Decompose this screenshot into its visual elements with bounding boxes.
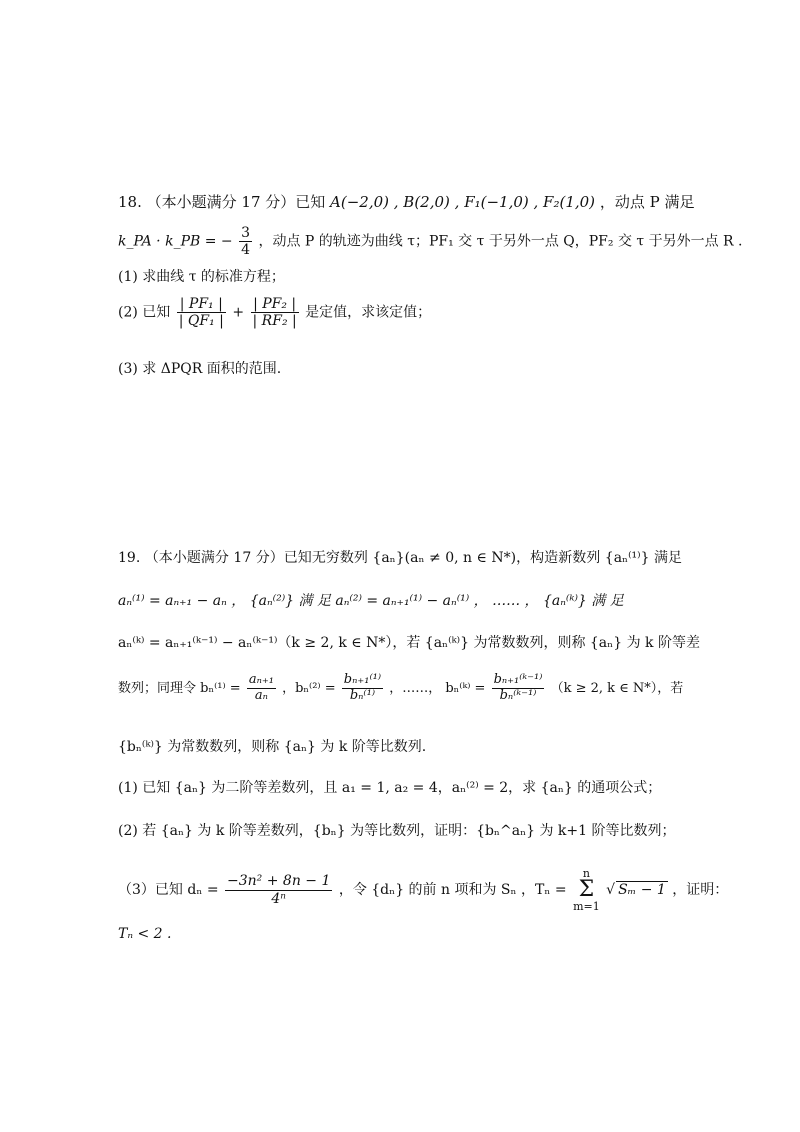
- q18-part2-suffix: 是定值，求该定值；: [305, 304, 432, 321]
- q18-part2-f1-den: | QF₁ |: [178, 313, 224, 330]
- sqrt-icon: √: [606, 882, 616, 898]
- q19-line4-f1-num: aₙ₊₁: [248, 672, 274, 687]
- q19-line1-text: 19. （本小题满分 17 分）已知无穷数列 {aₙ}(aₙ ≠ 0, n ∈ N*)，构造新数列 {aₙ⁽¹⁾} 满足: [118, 550, 682, 566]
- q19-part2: [118, 820, 682, 840]
- q18-part3: [118, 358, 682, 378]
- q19-part3-a: （3）已知 dₙ =: [118, 882, 219, 898]
- q19-sum-top: n: [582, 867, 590, 880]
- q19-line4-f2-num: bₙ₊₁⁽¹⁾: [343, 672, 382, 687]
- q19-line4: [118, 673, 682, 704]
- q19-line4-f2-den: bₙ⁽¹⁾: [349, 687, 376, 703]
- q19-part3-b: ，令 {dₙ} 的前 n 项和为 Sₙ ，Tₙ =: [338, 882, 567, 898]
- q19-line4-f3-den: bₙ⁽ᵏ⁻¹⁾: [499, 687, 537, 703]
- q19-part3-c: ，证明：: [672, 882, 729, 898]
- q19-part1-text: (1) 已知 {aₙ} 为二阶等差数列，且 a₁ = 1, a₂ = 4，aₙ⁽²⁾ = 2，求 {aₙ} 的通项公式；: [118, 780, 662, 796]
- q18-part3-text: (3) 求 ΔPQR 面积的范围.: [118, 361, 282, 377]
- q19-part3-num: −3n² + 8n − 1: [227, 873, 331, 890]
- q18-part1-text: (1) 求曲线 τ 的标准方程；: [118, 269, 285, 285]
- q19-line3-text: aₙ⁽ᵏ⁾ = aₙ₊₁⁽ᵏ⁻¹⁾ − aₙ⁽ᵏ⁻¹⁾（k ≥ 2, k ∈ N*），若 {aₙ⁽ᵏ⁾} 为常数数列，则称 {aₙ} 为 k 阶等差: [118, 635, 700, 651]
- q18-part2: [118, 296, 682, 329]
- q19-line4-fraction-3: [492, 673, 545, 704]
- q18-part2-plus: +: [232, 304, 245, 321]
- q18-part1: [118, 266, 682, 286]
- q19-radicand: Sₘ − 1: [618, 882, 666, 898]
- q18-condition-fraction: [239, 225, 252, 258]
- q18-number: 18.: [118, 193, 142, 211]
- q19-line4-b: ，bₙ⁽²⁾ =: [282, 680, 336, 696]
- q19-line4-c: ，……， bₙ⁽ᵏ⁾ =: [389, 680, 486, 696]
- q18-line1: [118, 191, 695, 212]
- q19-part1: [118, 777, 682, 797]
- q18-condition-num: 3: [241, 225, 251, 241]
- q19-line4-a: 数列；同理令 bₙ⁽¹⁾ =: [118, 680, 241, 696]
- q18-points: A(−2,0) , B(2,0) , F₁(−1,0) , F₂(1,0): [330, 193, 596, 211]
- q19-part3-end-text: Tₙ < 2 .: [118, 926, 172, 942]
- q19-line5-text: {bₙ⁽ᵏ⁾} 为常数数列，则称 {aₙ} 为 k 阶等比数列.: [118, 739, 427, 755]
- q18-part2-prefix: (2) 已知: [118, 304, 171, 321]
- sigma-icon: Σ: [578, 877, 595, 902]
- q18-part2-f2-num: | PF₂ |: [251, 296, 299, 313]
- q19-line2-text: aₙ⁽¹⁾ = aₙ₊₁ − aₙ ， {aₙ⁽²⁾} 满 足 aₙ⁽²⁾ = aₙ₊₁⁽¹⁾ − aₙ⁽¹⁾ ， …… ， {aₙ⁽ᵏ⁾} 满 足: [118, 593, 624, 609]
- q18-part2-f1-num: | PF₁ |: [177, 296, 226, 313]
- q19-part2-text: (2) 若 {aₙ} 为 k 阶等差数列，{bₙ} 为等比数列，证明：{bₙ^aₙ} 为 k+1 阶等比数列；: [118, 823, 676, 839]
- q18-moving-point: ，动点 P 满足: [599, 193, 695, 211]
- q19-line4-fraction-1: [247, 673, 276, 704]
- q19-part3-fraction: [225, 873, 332, 906]
- q18-part2-fraction-f1: [177, 296, 226, 329]
- q19-line4-d: （k ≥ 2, k ∈ N*），若: [550, 680, 684, 696]
- q19-line1: [118, 547, 682, 567]
- q19-line4-f3-num: bₙ₊₁⁽ᵏ⁻¹⁾: [493, 672, 543, 687]
- q18-line2: [118, 225, 743, 259]
- q18-part2-fraction-f2: [251, 296, 299, 329]
- q19-part3: [118, 867, 729, 913]
- q18-condition-lhs: k_PA · k_PB = −: [118, 233, 233, 250]
- q19-summation: [573, 868, 600, 912]
- q19-part3-den: 4ⁿ: [271, 890, 286, 907]
- q19-sum-bottom: m=1: [573, 900, 600, 913]
- q18-condition-den: 4: [241, 242, 251, 259]
- q18-part2-f2-den: | RF₂ |: [252, 313, 297, 330]
- q19-line5: [118, 736, 682, 756]
- q19-line2: [118, 590, 682, 610]
- q19-line3: [118, 632, 700, 652]
- q19-line4-fraction-2: [342, 673, 383, 704]
- q18-header: （本小题满分 17 分）已知: [146, 193, 326, 211]
- q19-part3-end: [118, 926, 682, 942]
- q18-condition-rest: ，动点 P 的轨迹为曲线 τ；PF₁ 交 τ 于另外一点 Q，PF₂ 交 τ 于另外一点 R .: [258, 233, 743, 250]
- q19-line4-f1-den: aₙ: [254, 687, 268, 703]
